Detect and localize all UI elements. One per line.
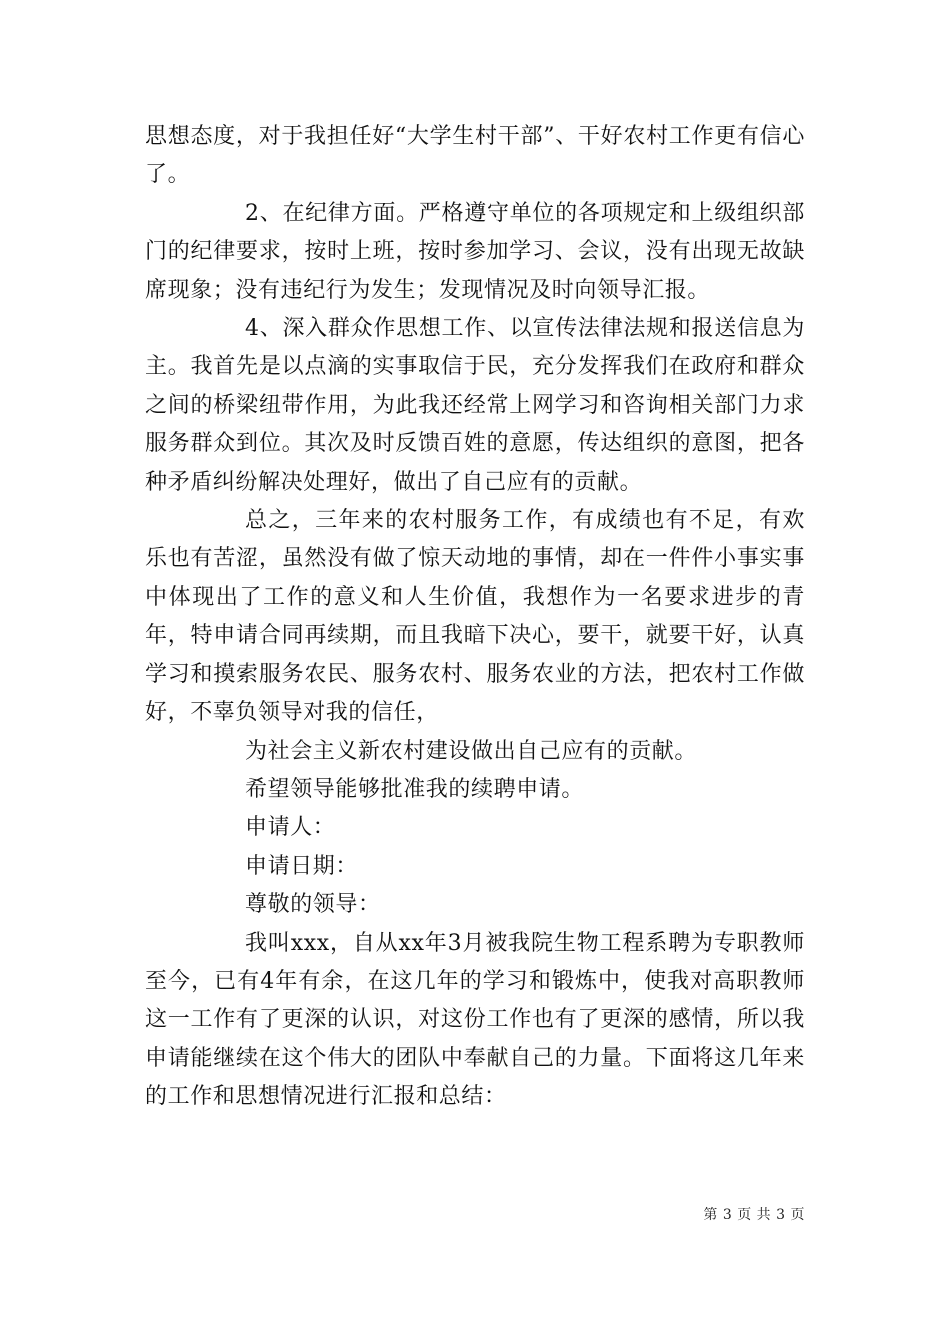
paragraph-summary: 总之，三年来的农村服务工作，有成绩也有不足，有欢乐也有苦涩，虽然没有做了惊天动地的事情，却在一件件小事实事中体现出了工作的意义和人生价值，我想作为一名要求进步的青年，特申请合同再续期，而且我暗下决心，要干，就要干好，认真学习和摸索服务农民、服务农村、服务农业的方法，把农村工作做好，不辜负领导对我的信任， — [145, 508, 805, 726]
salutation: 尊敬的领导： — [245, 892, 381, 918]
paragraph-request: 希望领导能够批准我的续聘申请。 — [245, 776, 585, 802]
document-body — [145, 118, 805, 1117]
paragraph-discipline: 2、在纪律方面。严格遵守单位的各项规定和上级组织部门的纪律要求，按时上班，按时参加学习、会议，没有出现无故缺席现象；没有违纪行为发生；发现情况及时向领导汇报。 — [145, 200, 805, 303]
paragraph-continuation: 思想态度，对于我担任好“大学生村干部”、干好农村工作更有信心了。 — [145, 124, 805, 188]
paragraph-mass-work: 4、深入群众作思想工作、以宣传法律法规和报送信息为主。我首先是以点滴的实事取信于民，充分发挥我们在政府和群众之间的桥梁纽带作用，为此我还经常上网学习和咨询相关部门力求服务群众到位。其次及时反馈百姓的意愿，传达组织的意图，把各种矛盾纠纷解决处理好，做出了自己应有的贡献。 — [145, 316, 805, 495]
page-number: 第 3 页 共 3 页 — [703, 1207, 805, 1223]
applicant-label: 申请人： — [245, 815, 336, 841]
paragraph-contribution: 为社会主义新农村建设做出自己应有的贡献。 — [245, 738, 698, 764]
application-date-label: 申请日期： — [245, 853, 359, 879]
paragraph-introduction: 我叫xxx，自从xx年3月被我院生物工程系聘为专职教师至今，已有4年有余，在这几年的学习和锻炼中，使我对高职教师这一工作有了更深的认识，对这份工作也有了更深的感情，所以我申请能继续在这个伟大的团队中奉献自己的力量。下面将这几年来的工作和思想情况进行汇报和总结： — [145, 930, 805, 1110]
